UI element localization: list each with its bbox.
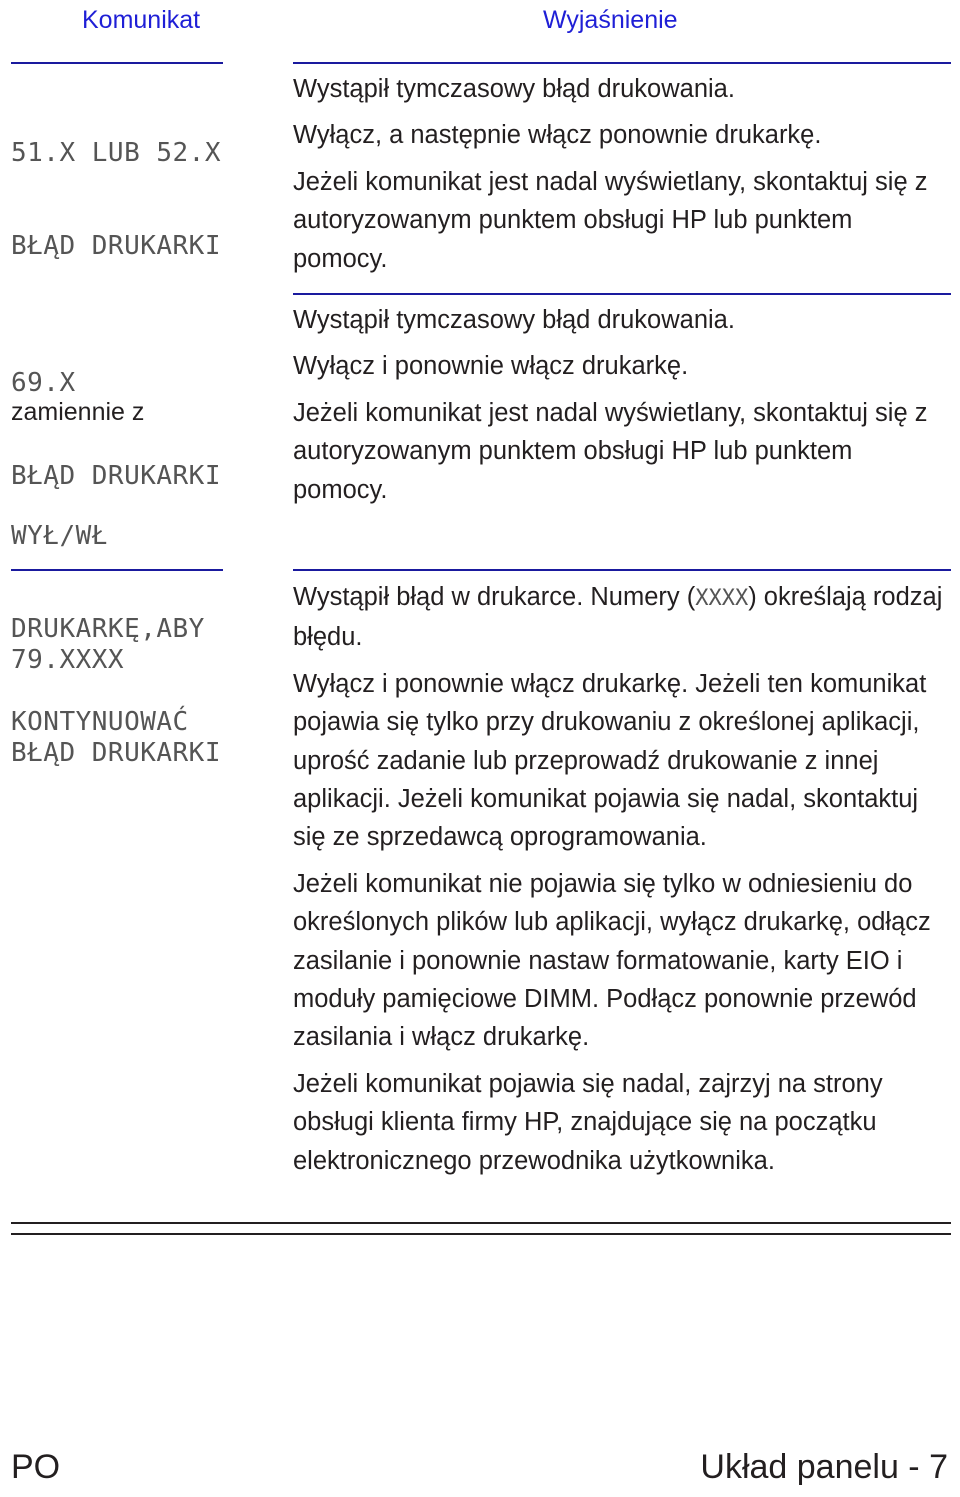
- row-rule: [293, 293, 951, 295]
- lcd-line: 79.XXXX: [11, 645, 125, 675]
- footer-page-label: Układ panelu - 7: [700, 1448, 948, 1486]
- lcd-line: 51.X LUB 52.X: [11, 138, 221, 168]
- footer-language: PO: [11, 1448, 61, 1486]
- text: ) określają rodzaj błędu.: [293, 583, 943, 652]
- lcd-line: KONTYNUOWAĆ: [11, 707, 189, 737]
- header-rule-left: [11, 62, 223, 64]
- lcd-line: BŁĄD DRUKARKI: [11, 738, 221, 768]
- paragraph: Wystąpił tymczasowy błąd drukowania.: [293, 75, 735, 103]
- alternative-label: zamiennie z: [11, 398, 145, 426]
- explanation-row1: [293, 70, 953, 278]
- paragraph: Wyłącz i ponownie włącz drukarkę. Jeżeli ten komunikat pojawia się tylko przy drukowaniu z określonej aplikacji, uprość zadanie lub przeprowadź drukowanie z innej aplikacji. Jeżeli komunikat pojawia się nadal, skontaktuj się ze sprzedawcą oprogramowania.: [293, 669, 927, 852]
- header-rule-right: [293, 62, 951, 64]
- row-rule: [11, 569, 223, 571]
- lcd-line: BŁĄD DRUKARKI: [11, 461, 221, 491]
- paragraph: Jeżeli komunikat jest nadal wyświetlany, skontaktuj się z autoryzowanym punktem obsługi HP lub punktem pomocy.: [293, 167, 928, 273]
- paragraph: [293, 578, 953, 657]
- bottom-rule: [11, 1222, 951, 1224]
- bottom-rule: [11, 1233, 951, 1235]
- column-header-message: Komunikat: [82, 6, 201, 34]
- lcd-message-row3: [11, 583, 221, 800]
- explanation-row2: [293, 301, 953, 509]
- explanation-row3: [293, 578, 953, 1180]
- paragraph: Jeżeli komunikat jest nadal wyświetlany, skontaktuj się z autoryzowanym punktem obsługi HP lub punktem pomocy.: [293, 398, 928, 504]
- error-code: XXXX: [695, 586, 749, 611]
- text: Wystąpił błąd w drukarce. Numery (: [293, 583, 696, 611]
- lcd-message-row1: [11, 76, 221, 293]
- paragraph: Jeżeli komunikat pojawia się nadal, zajrzyj na strony obsługi klienta firmy HP, znajdujące się na początku elektronicznego przewodnika użytkownika.: [293, 1069, 883, 1175]
- row-rule: [293, 569, 951, 571]
- column-header-explanation: Wyjaśnienie: [543, 6, 678, 34]
- paragraph: Jeżeli komunikat nie pojawia się tylko w odniesieniu do określonych plików lub aplikacji, wyłącz drukarkę, odłącz zasilanie i ponownie nastaw formatowanie, karty EIO i moduły pamięciowe DIMM. Podłącz ponownie przewód zasilania i włącz drukarkę.: [293, 869, 931, 1052]
- paragraph: Wystąpił tymczasowy błąd drukowania.: [293, 306, 735, 334]
- lcd-line: 69.X: [11, 368, 76, 398]
- paragraph: Wyłącz i ponownie włącz drukarkę.: [293, 352, 689, 381]
- lcd-line: WYŁ/WŁ: [11, 521, 108, 551]
- lcd-line: BŁĄD DRUKARKI: [11, 231, 221, 261]
- paragraph: Wyłącz, a następnie włącz ponownie drukarkę.: [293, 121, 822, 150]
- lcd-line: DRUKARKĘ,ABY: [11, 614, 205, 644]
